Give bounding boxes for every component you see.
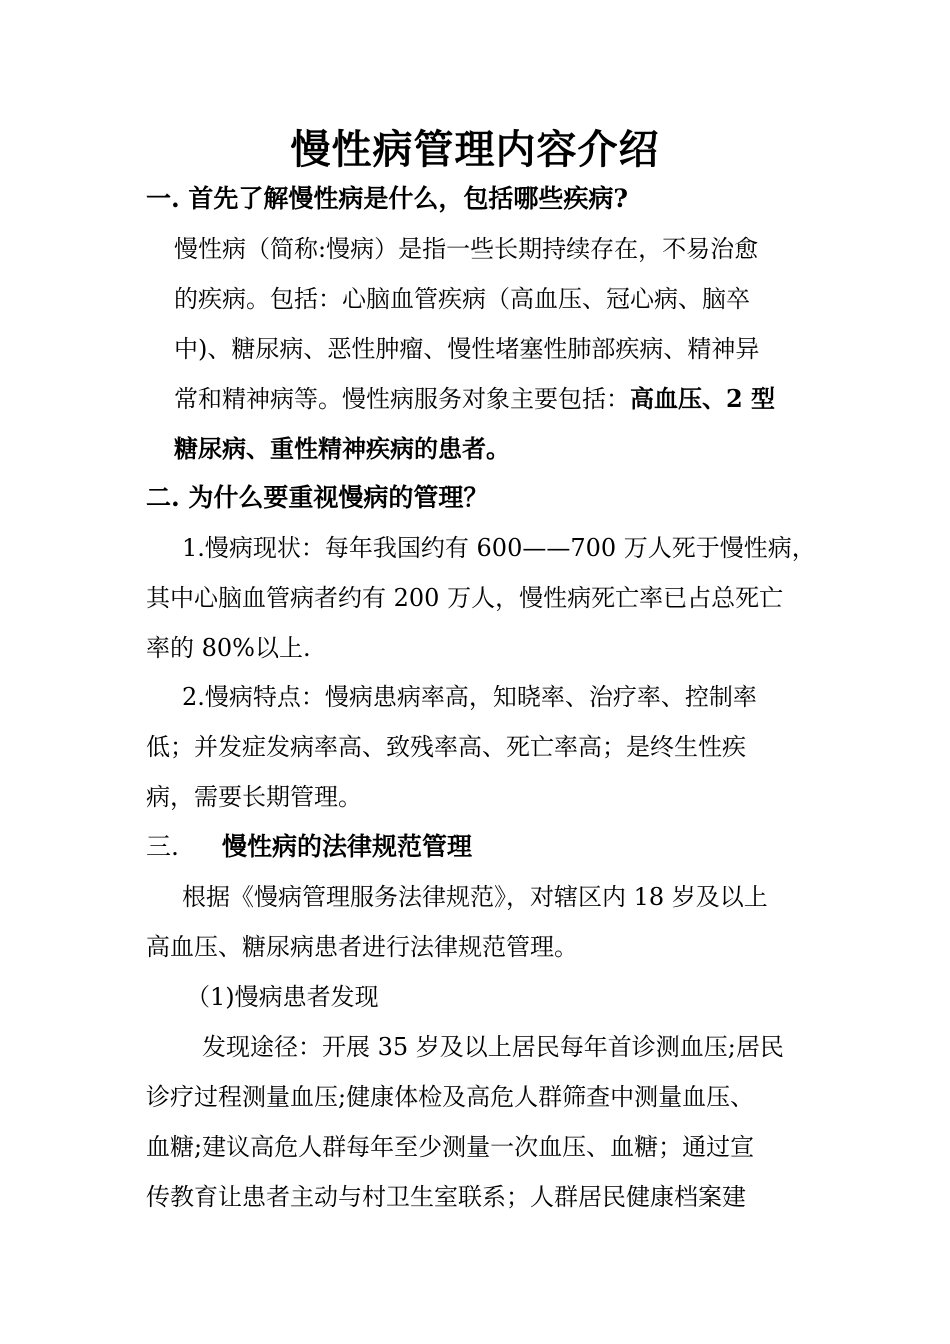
section3-heading: 慢性病的法律规范管理 [222, 832, 473, 861]
section1-line-3: 中)、糖尿病、恶性肿瘤、慢性堵塞性肺部疾病、精神异 [174, 335, 760, 363]
section3-heading-row [146, 830, 472, 864]
section3-number: 三. [146, 832, 179, 861]
section1-line-4 [174, 382, 775, 416]
section1-line-4-emphasis: 高血压、2 型 [630, 384, 776, 413]
section2-line-2: 其中心脑血管病者约有 200 万人，慢性病死亡率已占总死亡 [146, 584, 784, 612]
section3-line-5: 诊疗过程测量血压;健康体检及高危人群筛查中测量血压、 [146, 1083, 755, 1111]
section3-line-1: 根据《慢病管理服务法律规范》，对辖区内 18 岁及以上 [182, 883, 768, 911]
section2-line-5: 低；并发症发病率高、致残率高、死亡率高；是终生性疾 [146, 733, 746, 761]
section1-line-2: 的疾病。包括：心脑血管疾病（高血压、冠心病、脑卒 [174, 285, 750, 313]
section2-heading: 二. 为什么要重视慢病的管理？ [146, 483, 489, 512]
section3-subheading: （1)慢病患者发现 [186, 983, 379, 1011]
section2-line-6: 病，需要长期管理。 [146, 783, 362, 811]
document-title: 慢性病管理内容介绍 [290, 126, 660, 173]
section2-line-1: 1.慢病现状：每年我国约有 600——700 万人死于慢性病， [182, 534, 816, 562]
section2-line-4: 2.慢病特点：慢病患病率高，知晓率、治疗率、控制率 [182, 683, 757, 711]
section3-line-4: 发现途径：开展 35 岁及以上居民每年首诊测血压;居民 [202, 1033, 784, 1061]
section3-line-7: 传教育让患者主动与村卫生室联系；人群居民健康档案建 [146, 1183, 746, 1211]
section3-line-6: 血糖;建议高危人群每年至少测量一次血压、血糖；通过宣 [146, 1133, 755, 1161]
section1-heading: 一. 首先了解慢性病是什么，包括哪些疾病? [146, 184, 629, 213]
section1-line-4-text: 常和精神病等。慢性病服务对象主要包括： [174, 385, 630, 413]
section3-line-2: 高血压、糖尿病患者进行法律规范管理。 [146, 933, 578, 961]
section1-line-1: 慢性病（简称:慢病）是指一些长期持续存在，不易治愈 [174, 235, 759, 263]
section1-line-5-emphasis: 糖尿病、重性精神疾病的患者。 [174, 434, 510, 463]
section2-line-3: 率的 80%以上. [146, 634, 311, 662]
